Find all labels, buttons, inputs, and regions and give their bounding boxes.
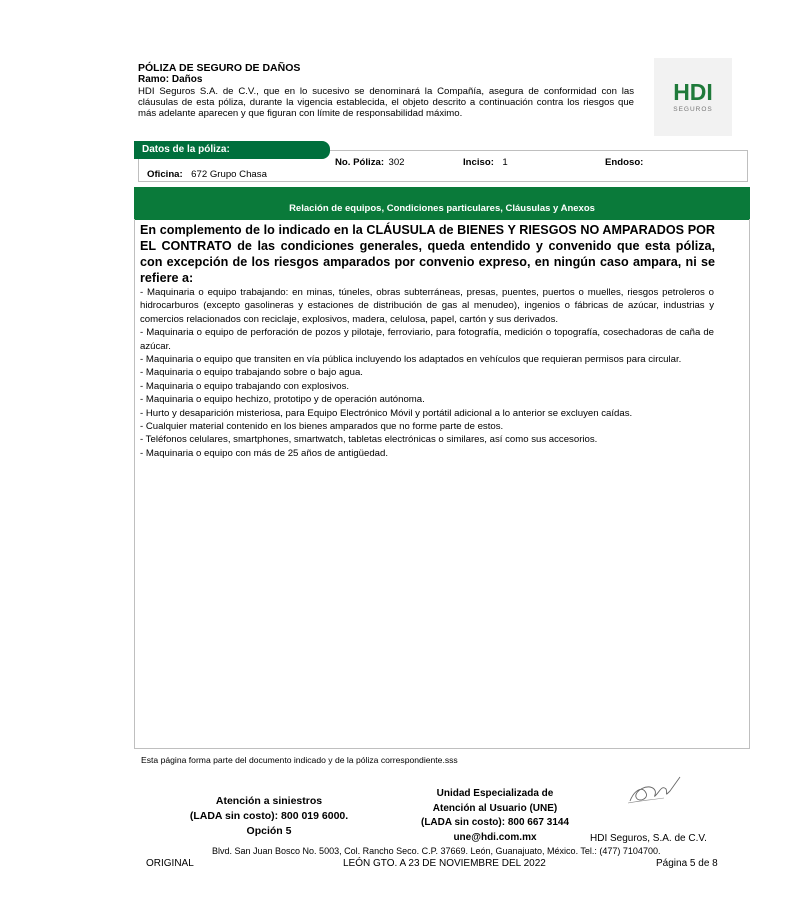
company-name: HDI Seguros, S.A. de C.V. bbox=[590, 833, 707, 844]
policy-branch: Ramo: Daños bbox=[138, 74, 203, 85]
policy-intro: HDI Seguros S.A. de C.V., que en lo sucesivo se denominará la Compañía, asegura de conformidad con las cláusulas de esta póliza, durante la vigencia establecida, el objeto descrito a continuación contra los riesgos que más adelante aparecen y que figuran con límite de responsabilidad máximo. bbox=[138, 86, 634, 119]
company-address: Blvd. San Juan Bosco No. 5003, Col. Rancho Seco. C.P. 37669. León, Guanajuato, México. Tel.: (477) 7104700. bbox=[212, 846, 661, 856]
policy-number bbox=[335, 152, 405, 170]
list-item: - Maquinaria o equipo que transiten en vía pública incluyendo los adaptados en vehículos que requieran permisos para circular. bbox=[140, 354, 682, 366]
page-number: Página 5 de 8 bbox=[656, 858, 718, 869]
claims-attention-title: Atención a siniestros bbox=[215, 795, 323, 807]
une-title-2: Atención al Usuario (UNE) bbox=[432, 802, 558, 814]
endoso-label: Endoso: bbox=[605, 157, 644, 168]
list-item: - Maquinaria o equipo hechizo, prototipo y de operación autónoma. bbox=[140, 394, 425, 406]
page-footnote: Esta página forma parte del documento indicado y de la póliza correspondiente.sss bbox=[141, 755, 458, 765]
signature-image bbox=[624, 771, 684, 811]
office-label: Oficina: bbox=[147, 169, 183, 180]
une-contact bbox=[400, 787, 590, 845]
inciso-label: Inciso: bbox=[463, 157, 494, 168]
policy-office bbox=[147, 164, 267, 182]
list-item: - Teléfonos celulares, smartphones, smartwatch, tabletas electrónicas o similares, así como sus accesorios. bbox=[140, 434, 598, 446]
policy-endoso bbox=[605, 152, 643, 170]
exclusions-lead-paragraph: En complemento de lo indicado en la CLÁUSULA de BIENES Y RIESGOS NO AMPARADOS POR EL CONTRATO de las condiciones generales, queda entendido y convenido que esta póliza, con excepción de los riesgos amparados por convenio expreso, en ningún caso ampara, ni se refiere a: bbox=[140, 223, 715, 285]
policy-inciso bbox=[463, 152, 508, 170]
claims-attention bbox=[174, 794, 364, 839]
une-email[interactable]: une@hdi.com.mx bbox=[453, 831, 537, 843]
list-item: - Maquinaria o equipo con más de 25 años de antigüedad. bbox=[140, 447, 389, 459]
policy-data-tab: Datos de la póliza: bbox=[134, 141, 330, 159]
place-date: LEÓN GTO. A 23 DE NOVIEMBRE DEL 2022 bbox=[343, 858, 546, 869]
list-item: - Cualquier material contenido en los bienes amparados que no forme parte de estos. bbox=[140, 421, 504, 433]
section-header-bar: Relación de equipos, Condiciones particulares, Cláusulas y Anexos bbox=[134, 187, 750, 220]
list-item: - Maquinaria o equipo trabajando con explosivos. bbox=[140, 380, 350, 392]
hdi-logo-sub: SEGUROS bbox=[673, 106, 713, 113]
copy-type: ORIGINAL bbox=[146, 858, 194, 869]
policy-number-label: No. Póliza: bbox=[335, 157, 385, 168]
list-item: - Maquinaria o equipo de perforación de pozos y pilotaje, ferroviario, para fotografía, medición o topografía, cosechadoras de caña de azúcar. bbox=[140, 327, 714, 352]
claims-attention-option: Opción 5 bbox=[246, 825, 292, 837]
list-item: - Maquinaria o equipo trabajando sobre o bajo agua. bbox=[140, 367, 363, 379]
list-item: - Hurto y desaparición misteriosa, para Equipo Electrónico Móvil y portátil adicional a lo anterior se excluyen caídas. bbox=[140, 407, 633, 419]
policy-number-value: 302 bbox=[388, 157, 405, 168]
office-value: 672 Grupo Chasa bbox=[191, 169, 267, 180]
une-title-1: Unidad Especializada de bbox=[436, 788, 554, 799]
claims-attention-phone: (LADA sin costo): 800 019 6000. bbox=[189, 810, 349, 822]
policy-title: PÓLIZA DE SEGURO DE DAÑOS bbox=[138, 62, 301, 74]
hdi-logo-main: HDI bbox=[673, 79, 713, 105]
exclusions-list bbox=[140, 286, 714, 460]
inciso-value: 1 bbox=[502, 157, 508, 168]
list-item: - Maquinaria o equipo trabajando: en minas, túneles, obras subterráneas, presas, puentes, puertos o muelles, riesgos petroleros o hidrocarburos (excepto gasolineras y estaciones de distribución de gas al menudeo), ingenios o fábricas de azúcar, industrias y comercios relacionados con reciclaje, explosivos, madera, celulosa, papel, cartón y sus derivados. bbox=[140, 287, 714, 325]
une-phone: (LADA sin costo): 800 667 3144 bbox=[420, 817, 570, 828]
hdi-logo bbox=[654, 58, 732, 136]
